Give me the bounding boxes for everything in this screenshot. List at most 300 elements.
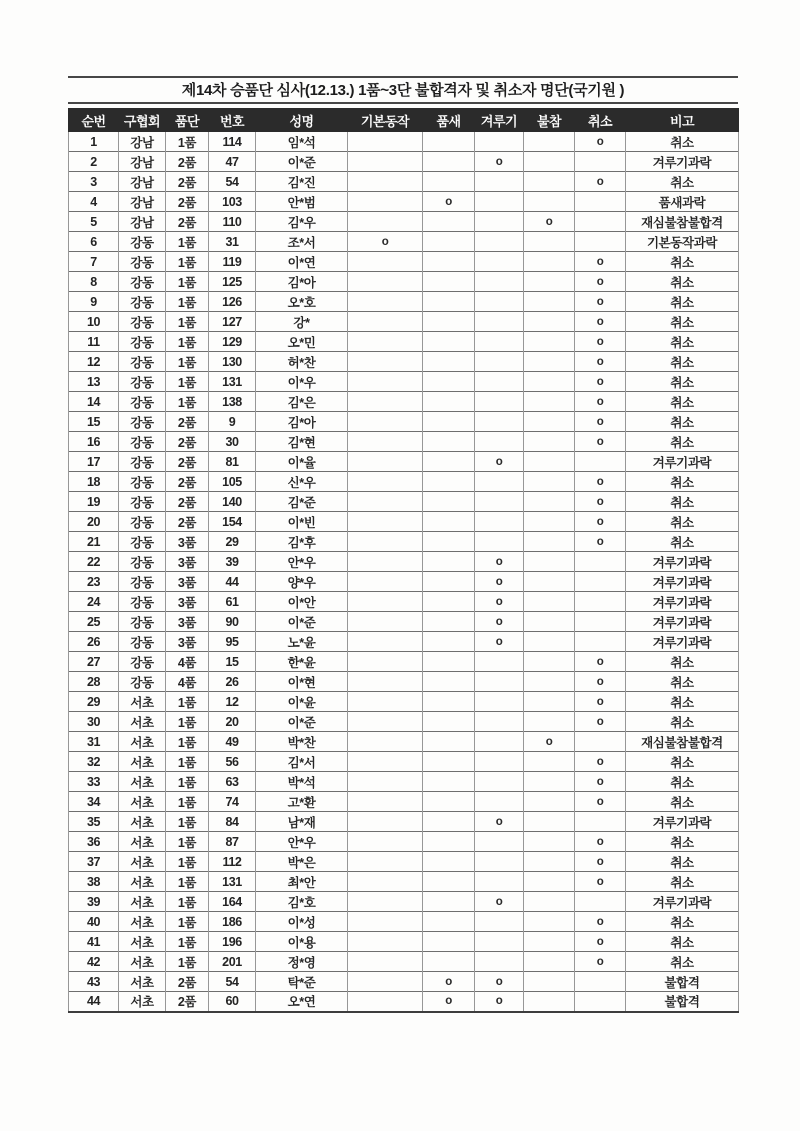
cancel-mark-cell xyxy=(575,632,626,652)
basic-motion-mark-cell xyxy=(348,532,423,552)
absence-mark-cell xyxy=(524,512,575,532)
seq-cell: 11 xyxy=(69,332,119,352)
poomsae-mark-cell xyxy=(423,412,475,432)
basic-motion-mark-cell xyxy=(348,472,423,492)
absence-mark-cell xyxy=(524,572,575,592)
poomsae-mark-cell xyxy=(423,432,475,452)
seq-cell: 39 xyxy=(69,892,119,912)
name-cell: 이*준 xyxy=(256,612,348,632)
association-cell: 강동 xyxy=(119,312,166,332)
association-cell: 강동 xyxy=(119,612,166,632)
association-cell: 서초 xyxy=(119,792,166,812)
cancel-mark-cell xyxy=(575,972,626,992)
table-row xyxy=(69,712,739,732)
note-cell: 취소 xyxy=(626,132,739,152)
poomsae-mark-cell xyxy=(423,872,475,892)
note-cell: 겨루기과락 xyxy=(626,152,739,172)
association-cell: 강동 xyxy=(119,512,166,532)
basic-motion-mark-cell xyxy=(348,372,423,392)
absence-mark-cell xyxy=(524,312,575,332)
number-cell: 9 xyxy=(209,412,256,432)
absence-mark-cell xyxy=(524,172,575,192)
table-row xyxy=(69,812,739,832)
table-row xyxy=(69,472,739,492)
rank-cell: 2품 xyxy=(166,472,209,492)
name-cell: 김*우 xyxy=(256,212,348,232)
rank-cell: 1품 xyxy=(166,232,209,252)
note-cell: 취소 xyxy=(626,932,739,952)
poomsae-mark-cell xyxy=(423,692,475,712)
cancel-mark-cell: o xyxy=(575,672,626,692)
cancel-mark-cell xyxy=(575,552,626,572)
absence-mark-cell xyxy=(524,472,575,492)
poomsae-mark-cell xyxy=(423,612,475,632)
basic-motion-mark-cell xyxy=(348,872,423,892)
poomsae-mark-cell xyxy=(423,672,475,692)
absence-mark-cell xyxy=(524,232,575,252)
table-row xyxy=(69,372,739,392)
seq-cell: 43 xyxy=(69,972,119,992)
rank-cell: 1품 xyxy=(166,312,209,332)
seq-cell: 29 xyxy=(69,692,119,712)
association-cell: 서초 xyxy=(119,952,166,972)
table-row xyxy=(69,212,739,232)
cancel-mark-cell: o xyxy=(575,832,626,852)
seq-cell: 19 xyxy=(69,492,119,512)
sparring-mark-cell: o xyxy=(475,152,524,172)
number-cell: 196 xyxy=(209,932,256,952)
name-cell: 이*윤 xyxy=(256,692,348,712)
association-cell: 강동 xyxy=(119,632,166,652)
name-cell: 안*범 xyxy=(256,192,348,212)
table-row xyxy=(69,652,739,672)
absence-mark-cell xyxy=(524,592,575,612)
table-row xyxy=(69,432,739,452)
seq-cell: 44 xyxy=(69,992,119,1012)
poomsae-mark-cell xyxy=(423,332,475,352)
sparring-mark-cell xyxy=(475,712,524,732)
note-cell: 취소 xyxy=(626,172,739,192)
name-cell: 탁*준 xyxy=(256,972,348,992)
seq-cell: 13 xyxy=(69,372,119,392)
note-cell: 취소 xyxy=(626,292,739,312)
poomsae-mark-cell xyxy=(423,892,475,912)
name-cell: 남*재 xyxy=(256,812,348,832)
cancel-mark-cell xyxy=(575,212,626,232)
rank-cell: 2품 xyxy=(166,172,209,192)
cancel-mark-cell: o xyxy=(575,852,626,872)
number-cell: 140 xyxy=(209,492,256,512)
poomsae-mark-cell xyxy=(423,592,475,612)
table-row xyxy=(69,852,739,872)
rank-cell: 2품 xyxy=(166,432,209,452)
note-cell: 품새과락 xyxy=(626,192,739,212)
name-cell: 김*후 xyxy=(256,532,348,552)
rank-cell: 1품 xyxy=(166,932,209,952)
absence-mark-cell xyxy=(524,612,575,632)
name-cell: 최*안 xyxy=(256,872,348,892)
number-cell: 131 xyxy=(209,872,256,892)
cancel-mark-cell xyxy=(575,732,626,752)
seq-cell: 21 xyxy=(69,532,119,552)
poomsae-mark-cell xyxy=(423,772,475,792)
seq-cell: 24 xyxy=(69,592,119,612)
table-row xyxy=(69,452,739,472)
note-cell: 겨루기과락 xyxy=(626,812,739,832)
absence-mark-cell xyxy=(524,652,575,672)
basic-motion-mark-cell xyxy=(348,752,423,772)
cancel-mark-cell: o xyxy=(575,932,626,952)
number-cell: 56 xyxy=(209,752,256,772)
cancel-mark-cell: o xyxy=(575,172,626,192)
number-cell: 84 xyxy=(209,812,256,832)
sparring-mark-cell: o xyxy=(475,592,524,612)
poomsae-mark-cell xyxy=(423,952,475,972)
note-cell: 취소 xyxy=(626,352,739,372)
name-cell: 박*석 xyxy=(256,772,348,792)
note-cell: 취소 xyxy=(626,692,739,712)
note-cell: 취소 xyxy=(626,872,739,892)
table-row xyxy=(69,752,739,772)
name-cell: 김*아 xyxy=(256,272,348,292)
sparring-mark-cell xyxy=(475,912,524,932)
sparring-mark-cell xyxy=(475,732,524,752)
name-cell: 김*진 xyxy=(256,172,348,192)
table-row xyxy=(69,612,739,632)
seq-cell: 42 xyxy=(69,952,119,972)
poomsae-mark-cell: o xyxy=(423,972,475,992)
poomsae-mark-cell xyxy=(423,792,475,812)
name-cell: 노*윤 xyxy=(256,632,348,652)
association-cell: 강동 xyxy=(119,592,166,612)
association-cell: 서초 xyxy=(119,752,166,772)
name-cell: 안*우 xyxy=(256,552,348,572)
association-cell: 강동 xyxy=(119,432,166,452)
table-row xyxy=(69,172,739,192)
number-cell: 61 xyxy=(209,592,256,612)
name-cell: 오*호 xyxy=(256,292,348,312)
table-row xyxy=(69,672,739,692)
absence-mark-cell xyxy=(524,432,575,452)
seq-cell: 31 xyxy=(69,732,119,752)
table-row xyxy=(69,132,739,152)
rank-cell: 2품 xyxy=(166,492,209,512)
number-cell: 112 xyxy=(209,852,256,872)
seq-cell: 41 xyxy=(69,932,119,952)
cancel-mark-cell: o xyxy=(575,132,626,152)
cancel-mark-cell: o xyxy=(575,352,626,372)
number-cell: 105 xyxy=(209,472,256,492)
absence-mark-cell xyxy=(524,372,575,392)
sparring-mark-cell xyxy=(475,292,524,312)
note-cell: 취소 xyxy=(626,252,739,272)
seq-cell: 7 xyxy=(69,252,119,272)
rank-cell: 1품 xyxy=(166,292,209,312)
cancel-mark-cell xyxy=(575,152,626,172)
association-cell: 강동 xyxy=(119,412,166,432)
basic-motion-mark-cell xyxy=(348,412,423,432)
header-rank: 품단 xyxy=(166,109,209,132)
table-row xyxy=(69,912,739,932)
poomsae-mark-cell xyxy=(423,492,475,512)
header-sparring: 겨루기 xyxy=(475,109,524,132)
absence-mark-cell xyxy=(524,552,575,572)
sparring-mark-cell xyxy=(475,672,524,692)
poomsae-mark-cell xyxy=(423,752,475,772)
name-cell: 신*우 xyxy=(256,472,348,492)
basic-motion-mark-cell xyxy=(348,492,423,512)
rank-cell: 3품 xyxy=(166,552,209,572)
number-cell: 87 xyxy=(209,832,256,852)
poomsae-mark-cell xyxy=(423,932,475,952)
seq-cell: 35 xyxy=(69,812,119,832)
sparring-mark-cell: o xyxy=(475,632,524,652)
sparring-mark-cell xyxy=(475,512,524,532)
sparring-mark-cell xyxy=(475,772,524,792)
basic-motion-mark-cell xyxy=(348,972,423,992)
number-cell: 47 xyxy=(209,152,256,172)
header-row xyxy=(69,109,739,132)
seq-cell: 38 xyxy=(69,872,119,892)
poomsae-mark-cell xyxy=(423,392,475,412)
poomsae-mark-cell xyxy=(423,252,475,272)
seq-cell: 4 xyxy=(69,192,119,212)
absence-mark-cell xyxy=(524,872,575,892)
name-cell: 이*안 xyxy=(256,592,348,612)
poomsae-mark-cell xyxy=(423,132,475,152)
number-cell: 30 xyxy=(209,432,256,452)
number-cell: 186 xyxy=(209,912,256,932)
cancel-mark-cell: o xyxy=(575,712,626,732)
header-note: 비고 xyxy=(626,109,739,132)
basic-motion-mark-cell xyxy=(348,512,423,532)
header-cancel: 취소 xyxy=(575,109,626,132)
rank-cell: 3품 xyxy=(166,572,209,592)
rank-cell: 1품 xyxy=(166,352,209,372)
header-name: 성명 xyxy=(256,109,348,132)
name-cell: 정*영 xyxy=(256,952,348,972)
name-cell: 이*현 xyxy=(256,672,348,692)
seq-cell: 40 xyxy=(69,912,119,932)
rank-cell: 2품 xyxy=(166,412,209,432)
association-cell: 서초 xyxy=(119,912,166,932)
table-row xyxy=(69,192,739,212)
sparring-mark-cell xyxy=(475,692,524,712)
absence-mark-cell xyxy=(524,492,575,512)
absence-mark-cell xyxy=(524,772,575,792)
seq-cell: 30 xyxy=(69,712,119,732)
basic-motion-mark-cell xyxy=(348,912,423,932)
rank-cell: 1품 xyxy=(166,332,209,352)
seq-cell: 22 xyxy=(69,552,119,572)
absence-mark-cell xyxy=(524,712,575,732)
scanned-document xyxy=(68,76,738,1013)
note-cell: 불합격 xyxy=(626,972,739,992)
name-cell: 이*준 xyxy=(256,152,348,172)
table-row xyxy=(69,152,739,172)
number-cell: 60 xyxy=(209,992,256,1012)
header-absence: 불참 xyxy=(524,109,575,132)
seq-cell: 20 xyxy=(69,512,119,532)
association-cell: 강동 xyxy=(119,332,166,352)
seq-cell: 33 xyxy=(69,772,119,792)
header-number: 번호 xyxy=(209,109,256,132)
rank-cell: 2품 xyxy=(166,452,209,472)
poomsae-mark-cell xyxy=(423,292,475,312)
cancel-mark-cell: o xyxy=(575,252,626,272)
note-cell: 취소 xyxy=(626,672,739,692)
absence-mark-cell xyxy=(524,412,575,432)
cancel-mark-cell: o xyxy=(575,292,626,312)
header-basic-motion: 기본동작 xyxy=(348,109,423,132)
association-cell: 강동 xyxy=(119,392,166,412)
seq-cell: 14 xyxy=(69,392,119,412)
table-row xyxy=(69,532,739,552)
association-cell: 서초 xyxy=(119,892,166,912)
table-row xyxy=(69,352,739,372)
number-cell: 20 xyxy=(209,712,256,732)
basic-motion-mark-cell xyxy=(348,572,423,592)
sparring-mark-cell xyxy=(475,192,524,212)
sparring-mark-cell xyxy=(475,432,524,452)
cancel-mark-cell: o xyxy=(575,412,626,432)
poomsae-mark-cell xyxy=(423,812,475,832)
number-cell: 63 xyxy=(209,772,256,792)
table-row xyxy=(69,412,739,432)
table-row xyxy=(69,552,739,572)
rank-cell: 2품 xyxy=(166,512,209,532)
rank-cell: 4품 xyxy=(166,672,209,692)
cancel-mark-cell xyxy=(575,992,626,1012)
basic-motion-mark-cell xyxy=(348,312,423,332)
absence-mark-cell xyxy=(524,452,575,472)
table-row xyxy=(69,632,739,652)
rank-cell: 2품 xyxy=(166,152,209,172)
basic-motion-mark-cell xyxy=(348,992,423,1012)
sparring-mark-cell xyxy=(475,332,524,352)
table-row xyxy=(69,992,739,1012)
sparring-mark-cell xyxy=(475,372,524,392)
rank-cell: 1품 xyxy=(166,372,209,392)
association-cell: 강동 xyxy=(119,492,166,512)
association-cell: 강동 xyxy=(119,652,166,672)
rank-cell: 1품 xyxy=(166,732,209,752)
cancel-mark-cell xyxy=(575,592,626,612)
poomsae-mark-cell xyxy=(423,572,475,592)
rank-cell: 1품 xyxy=(166,772,209,792)
name-cell: 김*준 xyxy=(256,492,348,512)
absence-mark-cell xyxy=(524,792,575,812)
cancel-mark-cell: o xyxy=(575,272,626,292)
name-cell: 박*찬 xyxy=(256,732,348,752)
note-cell: 재심불참불합격 xyxy=(626,212,739,232)
sparring-mark-cell xyxy=(475,212,524,232)
sparring-mark-cell xyxy=(475,252,524,272)
sparring-mark-cell xyxy=(475,752,524,772)
basic-motion-mark-cell xyxy=(348,292,423,312)
note-cell: 취소 xyxy=(626,412,739,432)
cancel-mark-cell: o xyxy=(575,792,626,812)
note-cell: 겨루기과락 xyxy=(626,452,739,472)
table-row xyxy=(69,932,739,952)
absence-mark-cell xyxy=(524,692,575,712)
association-cell: 강동 xyxy=(119,352,166,372)
rank-cell: 1품 xyxy=(166,712,209,732)
document-title: 제14차 승품단 심사(12.13.) 1품~3단 불합격자 및 취소자 명단(국기원 ) xyxy=(68,76,738,104)
absence-mark-cell xyxy=(524,192,575,212)
note-cell: 취소 xyxy=(626,472,739,492)
table-row xyxy=(69,492,739,512)
cancel-mark-cell: o xyxy=(575,752,626,772)
number-cell: 44 xyxy=(209,572,256,592)
seq-cell: 17 xyxy=(69,452,119,472)
sparring-mark-cell xyxy=(475,532,524,552)
number-cell: 29 xyxy=(209,532,256,552)
number-cell: 74 xyxy=(209,792,256,812)
cancel-mark-cell: o xyxy=(575,772,626,792)
cancel-mark-cell: o xyxy=(575,492,626,512)
seq-cell: 27 xyxy=(69,652,119,672)
number-cell: 103 xyxy=(209,192,256,212)
table-row xyxy=(69,732,739,752)
sparring-mark-cell: o xyxy=(475,552,524,572)
rank-cell: 1품 xyxy=(166,892,209,912)
number-cell: 126 xyxy=(209,292,256,312)
basic-motion-mark-cell xyxy=(348,732,423,752)
seq-cell: 5 xyxy=(69,212,119,232)
poomsae-mark-cell: o xyxy=(423,192,475,212)
basic-motion-mark-cell xyxy=(348,392,423,412)
association-cell: 강남 xyxy=(119,192,166,212)
absence-mark-cell xyxy=(524,672,575,692)
cancel-mark-cell xyxy=(575,572,626,592)
basic-motion-mark-cell xyxy=(348,792,423,812)
table-row xyxy=(69,952,739,972)
cancel-mark-cell: o xyxy=(575,312,626,332)
name-cell: 김*아 xyxy=(256,412,348,432)
header-poomsae: 품새 xyxy=(423,109,475,132)
name-cell: 김*현 xyxy=(256,432,348,452)
association-cell: 강남 xyxy=(119,132,166,152)
basic-motion-mark-cell xyxy=(348,852,423,872)
rank-cell: 1품 xyxy=(166,832,209,852)
seq-cell: 9 xyxy=(69,292,119,312)
number-cell: 49 xyxy=(209,732,256,752)
basic-motion-mark-cell xyxy=(348,272,423,292)
note-cell: 기본동작과락 xyxy=(626,232,739,252)
seq-cell: 10 xyxy=(69,312,119,332)
basic-motion-mark-cell xyxy=(348,952,423,972)
basic-motion-mark-cell xyxy=(348,192,423,212)
name-cell: 이*빈 xyxy=(256,512,348,532)
table-row xyxy=(69,232,739,252)
name-cell: 이*연 xyxy=(256,252,348,272)
basic-motion-mark-cell xyxy=(348,832,423,852)
absence-mark-cell xyxy=(524,932,575,952)
sparring-mark-cell: o xyxy=(475,812,524,832)
association-cell: 강동 xyxy=(119,532,166,552)
absence-mark-cell xyxy=(524,812,575,832)
absence-mark-cell xyxy=(524,972,575,992)
note-cell: 취소 xyxy=(626,832,739,852)
table-row xyxy=(69,272,739,292)
basic-motion-mark-cell xyxy=(348,892,423,912)
note-cell: 겨루기과락 xyxy=(626,592,739,612)
name-cell: 고*환 xyxy=(256,792,348,812)
association-cell: 강동 xyxy=(119,232,166,252)
cancel-mark-cell xyxy=(575,192,626,212)
rank-cell: 4품 xyxy=(166,652,209,672)
